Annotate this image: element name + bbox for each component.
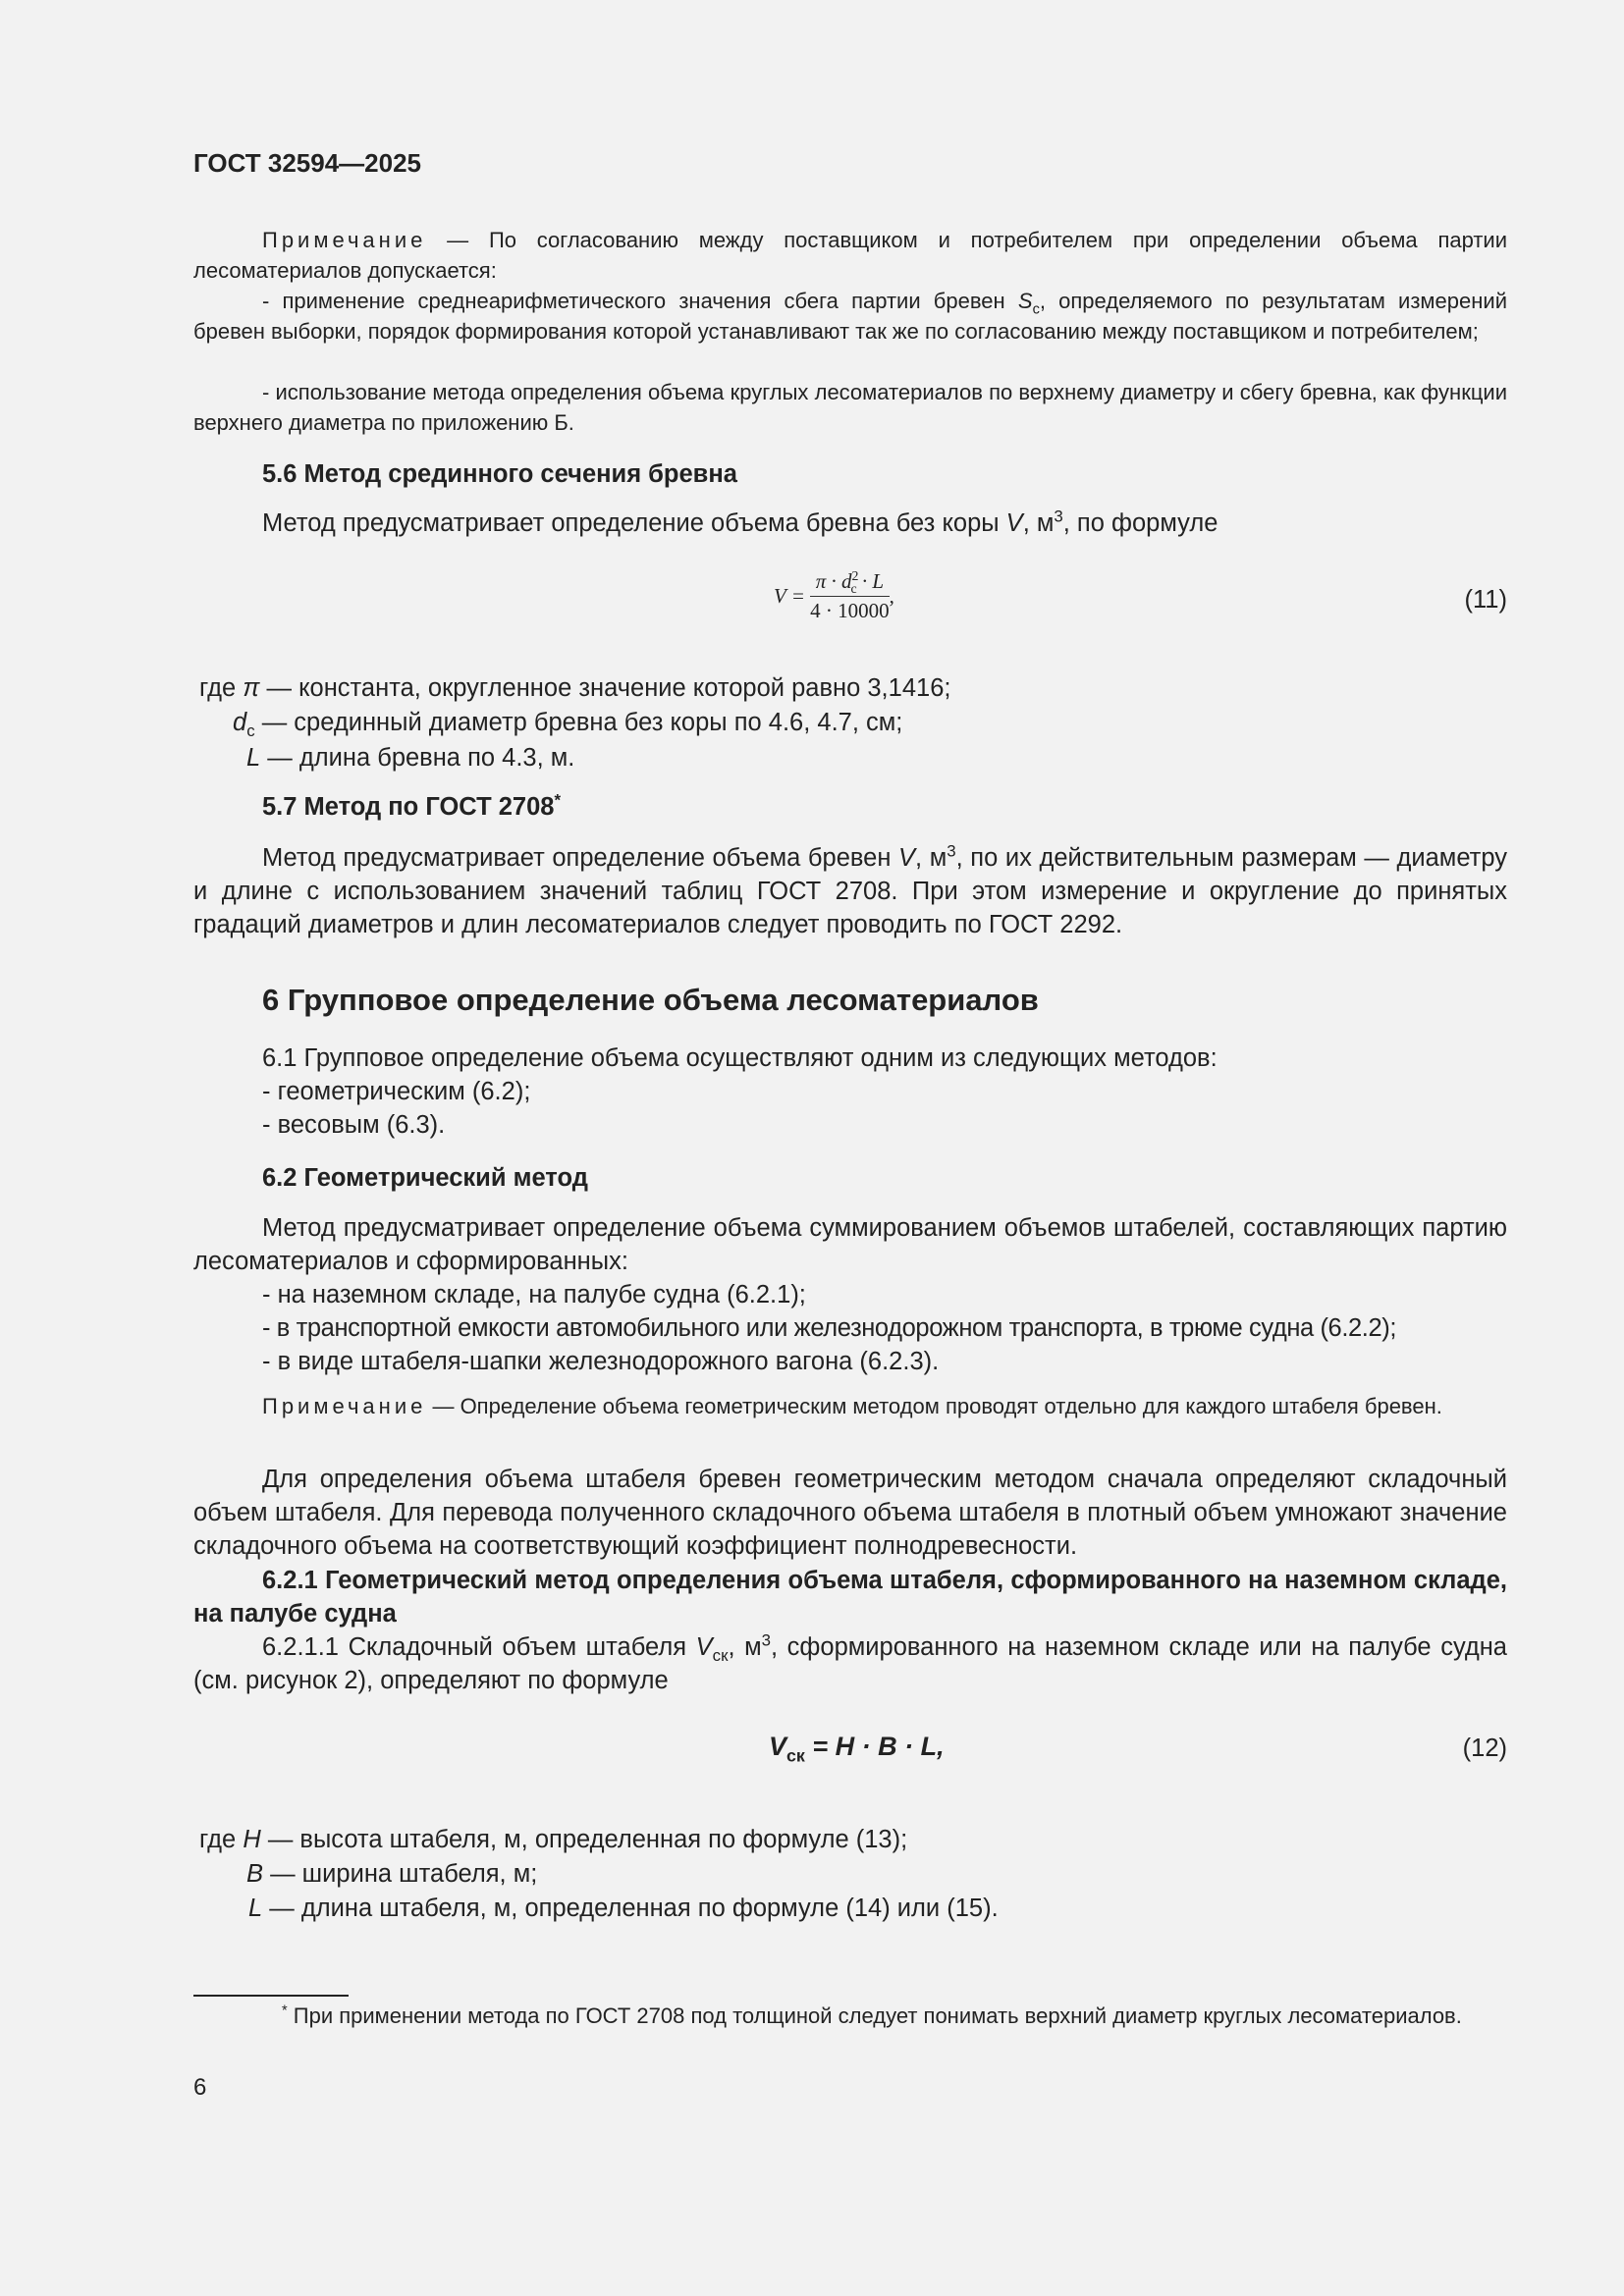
- p-stack: Для определения объема штабеля бревен геометрическим методом сначала определяют складочный объем штабеля. Для перевода полученного складочного объема штабеля в плотный объем умножают значение складочного объема на соответствующий коэффициент полнодревесности.: [193, 1466, 1507, 1560]
- list-item: - на наземном складе, на палубе судна (6.2.1);: [262, 1281, 806, 1308]
- equation-number-12: (12): [1462, 1735, 1507, 1762]
- formula-12: $V_{ск} = H \cdot B \cdot L$,: [769, 1732, 945, 1766]
- note-2: Примечание — Определение объема геометрическим методом проводят отдельно для каждого штабеля бревен.: [262, 1394, 1442, 1418]
- section-5-7-text: Метод предусматривает определение объема бревен V, $м^3$, по их действительным размерам — диаметру и длине с использованием значений таблиц ГОСТ 2708. При этом измерение и округление до принятых градаций диаметров и длин лесоматериалов следует проводить по ГОСТ 2292.: [193, 841, 1507, 938]
- p-6-2-1-1: 6.2.1.1 Складочный объем штабеля $V_{ск}$, $м^3$, сформированного на наземном складе или на палубе судна (см. рисунок 2), определяют по формуле: [193, 1630, 1507, 1694]
- where-l: L — длина бревна по 4.3, м.: [246, 744, 575, 772]
- section-6-2-title: 6.2 Геометрический метод: [262, 1164, 588, 1192]
- equation-number-11: (11): [1464, 586, 1507, 614]
- list-item: - геометрическим (6.2);: [262, 1078, 531, 1105]
- where-dc: $d_c$ — срединный диаметр бревна без коры по 4.6, 4.7, см;: [233, 709, 903, 741]
- formula-11: V = $\frac{\pi \cdot d^2_c \cdot L}{4 \cdot 10000}$ ,: [774, 568, 894, 622]
- where-l2: L — длина штабеля, м, определенная по формуле (14) или (15).: [248, 1895, 999, 1922]
- p-6-2: Метод предусматривает определение объема суммированием объемов штабелей, составляющих партию лесоматериалов и сформированных:: [193, 1214, 1507, 1275]
- list-item: - в транспортной емкости автомобильного или железнодорожном транспорта, в трюме судна (6.2.2);: [262, 1314, 1397, 1342]
- note-label: Примечание: [262, 228, 427, 252]
- section-5-7-title: 5.7 Метод по ГОСТ 2708*: [262, 790, 562, 821]
- list-item: - весовым (6.3).: [262, 1111, 446, 1139]
- note-item-2: - использование метода определения объема круглых лесоматериалов по верхнему диаметру и сбегу бревна, как функции верхнего диаметра по приложению Б.: [193, 380, 1507, 435]
- section-5-6-title: 5.6 Метод срединного сечения бревна: [262, 460, 737, 488]
- note-intro: Примечание — По согласованию между поставщиком и потребителем при определении объема партии лесоматериалов допускается:: [193, 228, 1507, 283]
- where-b: B — ширина штабеля, м;: [246, 1860, 538, 1888]
- document-header: ГОСТ 32594—2025: [193, 148, 421, 178]
- where-h: где H — высота штабеля, м, определенная по формуле (13);: [199, 1826, 908, 1853]
- where-pi: где π — константа, округленное значение которой равно 3,1416;: [199, 674, 951, 702]
- list-item: - в виде штабеля-шапки железнодорожного вагона (6.2.3).: [262, 1348, 940, 1375]
- footnote-divider: [193, 1995, 349, 1997]
- section-6-title: 6 Групповое определение объема лесоматериалов: [262, 983, 1039, 1017]
- section-5-6-text: Метод предусматривает определение объема бревна без коры V, $м^3$, по формуле: [262, 507, 1218, 537]
- p-6-1: 6.1 Групповое определение объема осуществляют одним из следующих методов:: [262, 1044, 1218, 1072]
- note-item-1: - применение среднеарифметического значения сбега партии бревен $S_c$, определяемого по результатам измерений бревен выборки, порядок формирования которой устанавливают так же по согласованию между поставщиком и потребителем;: [193, 289, 1507, 344]
- page-number: 6: [193, 2074, 207, 2101]
- footnote: * При применении метода по ГОСТ 2708 под толщиной следует понимать верхний диаметр круглых лесоматериалов.: [282, 2002, 1462, 2028]
- section-6-2-1-title: 6.2.1 Геометрический метод определения объема штабеля, сформированного на наземном складе, на палубе судна: [193, 1567, 1507, 1628]
